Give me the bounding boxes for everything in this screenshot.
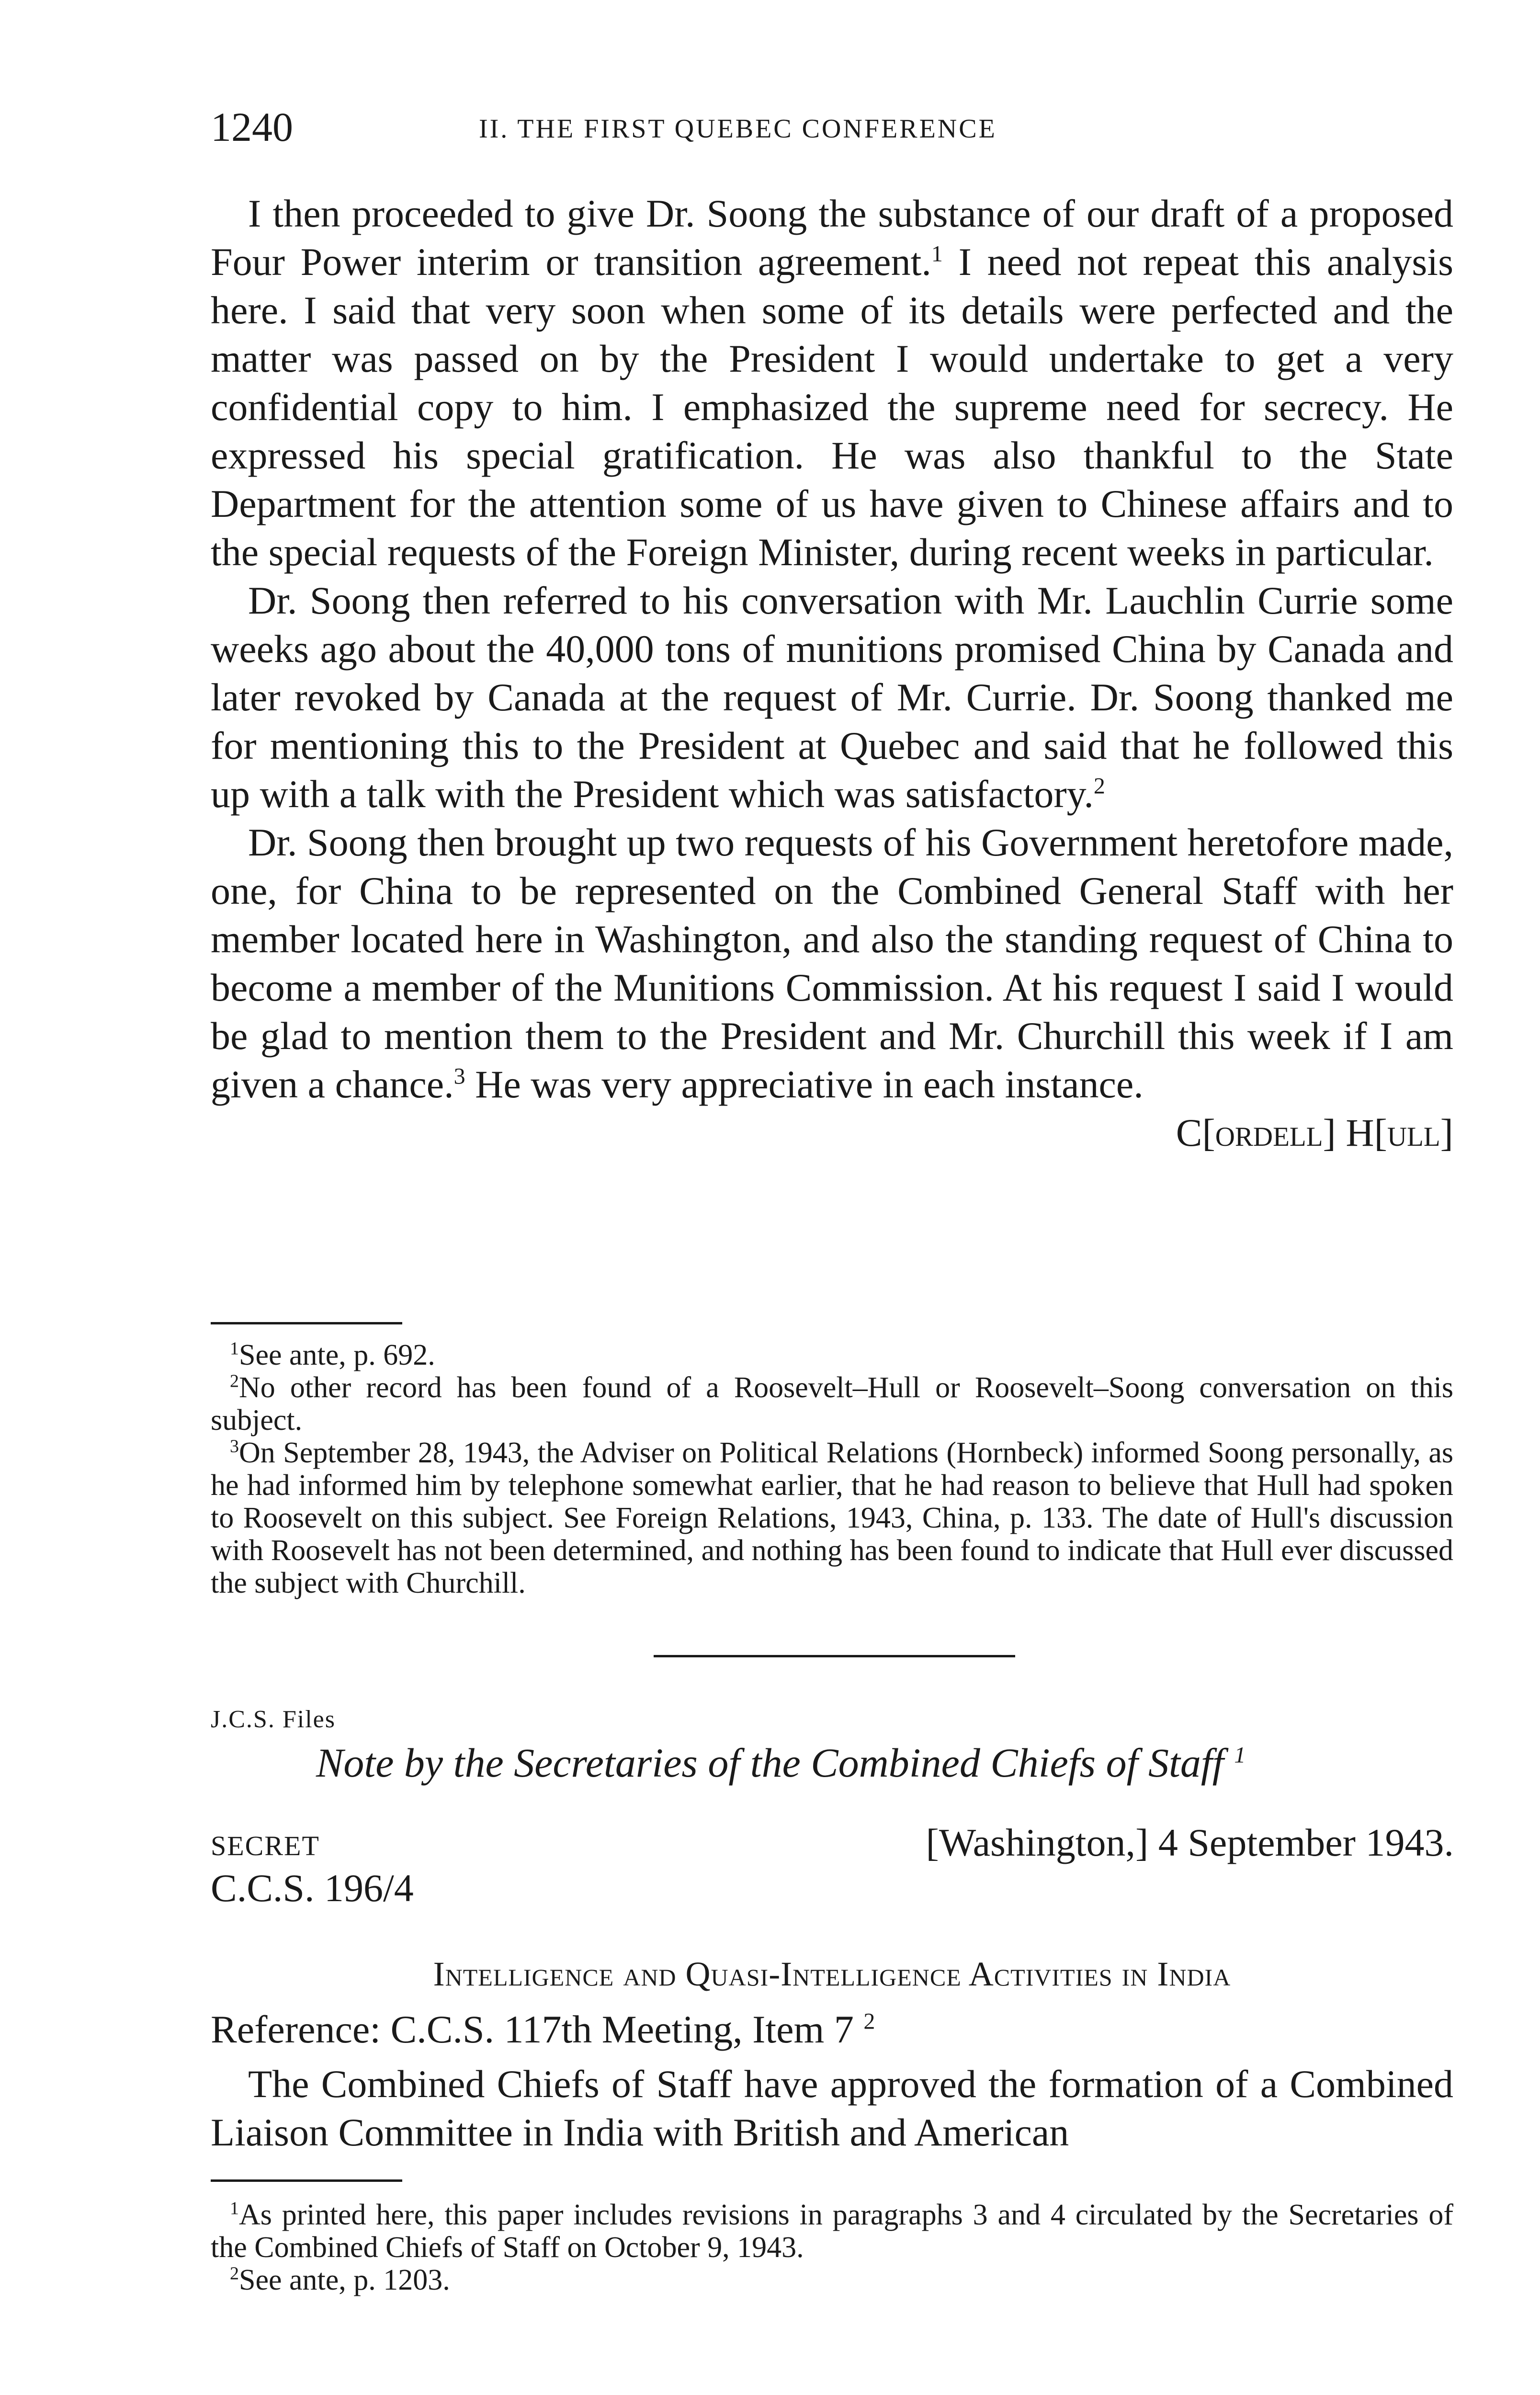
note-paragraph-1: The Combined Chiefs of Staff have approved the formation of a Combined Liaison Committee in India with British and American (211, 2062, 1453, 2154)
document-id: C.C.S. 196/4 (211, 1866, 414, 1910)
reference-line: Reference: C.C.S. 117th Meeting, Item 7 $^2$ (211, 2007, 875, 2051)
classification: SECRET (211, 1830, 320, 1861)
document-title: Note by the Secretaries of the Combined Chiefs of Staff $^1$ (316, 1740, 1246, 1786)
footnote-ref-2: 2 (863, 2008, 875, 2034)
footnote: $^2$No other record has been found of a Roosevelt–Hull or Roosevelt–Soong conversation on this subject. (211, 1371, 1453, 1437)
page-number: 1240 (211, 104, 293, 150)
section-separator (654, 1655, 1015, 1657)
subject-heading: Intelligence and Quasi-Intelligence Activities in India (433, 1955, 1231, 1993)
footnotes-section-1 (211, 1339, 1453, 1599)
document-source: J.C.S. Files (211, 1706, 336, 1733)
footnote-ref-3: 3 (453, 1063, 465, 1089)
footnote: $^3$On September 28, 1943, the Adviser on Political Relations (Hornbeck) informed Soong personally, as he had informed him by telephone somewhat earlier, that he had reason to believe that Hull had spoken to Roosevelt on this subject. See Foreign Relations, 1943, China, p. 133. The date of Hull's discussion with Roosevelt has not been determined, and nothing has been found to indicate that Hull ever discussed the subject with Churchill. (211, 1436, 1453, 1599)
footnote-ref-2: 2 (1093, 773, 1105, 799)
footnote-ref-1: 1 (1234, 1742, 1246, 1768)
paragraph-1: I then proceeded to give Dr. Soong the substance of our draft of a proposed Four Power interim or transition agreement.$^1$ I need not repeat this analysis here. I said that very soon when some of its details were perfected and the matter was passed on by the President I would undertake to get a very confidential copy to him. I emphasized the supreme need for secrecy. He expressed his special gratification. He was also thankful to the State Department for the attention some of us have given to Chinese affairs and to the special requests of the Foreign Minister, during recent weeks in particular. (211, 192, 1453, 574)
footnote-rule (211, 2179, 402, 2182)
signature: C[ordell] H[ull] (1176, 1111, 1453, 1154)
note-body (211, 2060, 1453, 2156)
footnote: $^1$As printed here, this paper includes revisions in paragraphs 3 and 4 circulated by the Secretaries of the Combined Chiefs of Staff on October 9, 1943. (211, 2198, 1453, 2264)
letter-body (211, 189, 1453, 1157)
footnote: $^2$See ante, p. 1203. (230, 2263, 450, 2296)
running-head: II. THE FIRST QUEBEC CONFERENCE (479, 114, 997, 144)
footnotes-section-2 (211, 2199, 1453, 2296)
footnote-ref-1: 1 (931, 241, 943, 267)
footnote: $^1$See ante, p. 692. (230, 1338, 435, 1371)
dateline: [Washington,] 4 September 1943. (926, 1821, 1454, 1864)
paragraph-3: Dr. Soong then brought up two requests of his Government heretofore made, one, for China to be represented on the Combined General Staff with her member located here in Washington, and also the standing request of China to become a member of the Munitions Commission. At his request I said I would be glad to mention them to the President and Mr. Churchill this week if I am given a chance.$^3$ He was very appreciative in each instance. (211, 821, 1453, 1106)
page-header (211, 103, 1451, 160)
paragraph-2: Dr. Soong then referred to his conversation with Mr. Lauchlin Currie some weeks ago about the 40,000 tons of munitions promised China by Canada and later revoked by Canada at the request of Mr. Currie. Dr. Soong thanked me for mentioning this to the President at Quebec and said that he followed this up with a talk with the President which was satisfactory.$^2$ (211, 579, 1453, 816)
footnote-rule (211, 1322, 402, 1324)
